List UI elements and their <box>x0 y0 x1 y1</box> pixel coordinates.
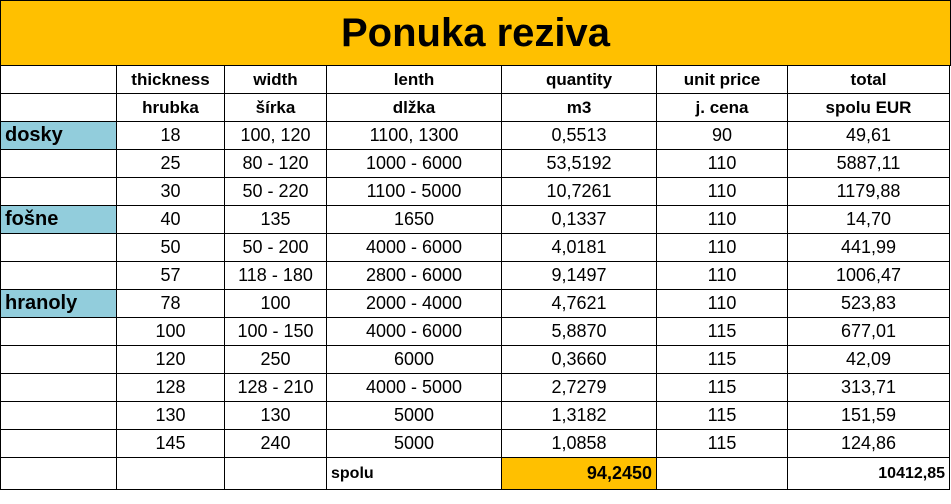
cell-quantity: 9,1497 <box>502 262 657 290</box>
cell-length: 1650 <box>327 206 502 234</box>
cell-quantity: 1,3182 <box>502 402 657 430</box>
cell-quantity: 5,8870 <box>502 318 657 346</box>
cell-quantity: 0,3660 <box>502 346 657 374</box>
cell-total: 1006,47 <box>788 262 950 290</box>
cell-total: 677,01 <box>788 318 950 346</box>
cell-width: 250 <box>225 346 327 374</box>
table-row <box>1 262 950 290</box>
table-row <box>1 430 950 458</box>
cell-quantity: 4,0181 <box>502 234 657 262</box>
cell-total: 42,09 <box>788 346 950 374</box>
cell-length: 6000 <box>327 346 502 374</box>
table-row <box>1 374 950 402</box>
cell-unit-price: 110 <box>657 206 788 234</box>
table-row <box>1 122 950 150</box>
table-row <box>1 318 950 346</box>
category-cell: fošne <box>1 206 117 234</box>
cell-thickness: 50 <box>117 234 225 262</box>
cell-length: 4000 - 6000 <box>327 318 502 346</box>
category-cell <box>1 402 117 430</box>
cell-unit-price: 115 <box>657 318 788 346</box>
cell-thickness: 18 <box>117 122 225 150</box>
cell-length: 2800 - 6000 <box>327 262 502 290</box>
summary-quantity-total: 94,2450 <box>502 458 657 490</box>
header-row-slovak <box>1 94 950 122</box>
cell-quantity: 53,5192 <box>502 150 657 178</box>
category-cell: hranoly <box>1 290 117 318</box>
cell-width: 80 - 120 <box>225 150 327 178</box>
cell-unit-price: 110 <box>657 234 788 262</box>
cell-unit-price: 110 <box>657 150 788 178</box>
header-cell-sirka: šírka <box>225 94 327 122</box>
cell-total: 441,99 <box>788 234 950 262</box>
summary-grand-total: 10412,85 <box>788 458 950 490</box>
table-row <box>1 178 950 206</box>
cell-total: 124,86 <box>788 430 950 458</box>
table-row <box>1 150 950 178</box>
cell-quantity: 0,1337 <box>502 206 657 234</box>
summary-label: spolu <box>327 458 502 490</box>
cell-length: 4000 - 6000 <box>327 234 502 262</box>
cell-total: 313,71 <box>788 374 950 402</box>
header-cell-unit-price: unit price <box>657 66 788 94</box>
cell-thickness: 25 <box>117 150 225 178</box>
sheet-title: Ponuka reziva <box>0 0 951 66</box>
header-cell-hrubka: hrubka <box>117 94 225 122</box>
table-row <box>1 206 950 234</box>
cell-length: 5000 <box>327 402 502 430</box>
cell-total: 5887,11 <box>788 150 950 178</box>
header-cell-length: lenth <box>327 66 502 94</box>
cell-total: 151,59 <box>788 402 950 430</box>
cell-quantity: 2,7279 <box>502 374 657 402</box>
cell-total: 14,70 <box>788 206 950 234</box>
header-cell <box>1 94 117 122</box>
header-cell-width: width <box>225 66 327 94</box>
cell-unit-price: 115 <box>657 402 788 430</box>
category-cell <box>1 374 117 402</box>
category-cell <box>1 178 117 206</box>
cell-unit-price: 90 <box>657 122 788 150</box>
cell-thickness: 40 <box>117 206 225 234</box>
category-cell <box>1 346 117 374</box>
cell-width: 100 - 150 <box>225 318 327 346</box>
cell-unit-price: 110 <box>657 178 788 206</box>
cell-width: 130 <box>225 402 327 430</box>
cell-width: 100, 120 <box>225 122 327 150</box>
category-cell <box>1 234 117 262</box>
cell-thickness: 120 <box>117 346 225 374</box>
table-row <box>1 402 950 430</box>
category-cell <box>1 262 117 290</box>
cell-width: 50 - 220 <box>225 178 327 206</box>
header-cell-j-cena: j. cena <box>657 94 788 122</box>
empty-cell <box>225 458 327 490</box>
cell-quantity: 1,0858 <box>502 430 657 458</box>
cell-quantity: 0,5513 <box>502 122 657 150</box>
empty-cell <box>1 458 117 490</box>
header-cell-thickness: thickness <box>117 66 225 94</box>
header-cell <box>1 66 117 94</box>
cell-unit-price: 110 <box>657 262 788 290</box>
cell-width: 100 <box>225 290 327 318</box>
summary-row <box>1 458 950 490</box>
cell-length: 5000 <box>327 430 502 458</box>
price-table <box>0 65 950 490</box>
empty-cell <box>117 458 225 490</box>
category-cell <box>1 318 117 346</box>
cell-thickness: 30 <box>117 178 225 206</box>
cell-length: 1000 - 6000 <box>327 150 502 178</box>
cell-quantity: 4,7621 <box>502 290 657 318</box>
header-row-english <box>1 66 950 94</box>
cell-total: 1179,88 <box>788 178 950 206</box>
cell-length: 1100, 1300 <box>327 122 502 150</box>
cell-width: 240 <box>225 430 327 458</box>
header-cell-quantity: quantity <box>502 66 657 94</box>
cell-thickness: 130 <box>117 402 225 430</box>
cell-width: 128 - 210 <box>225 374 327 402</box>
table-row <box>1 346 950 374</box>
cell-width: 50 - 200 <box>225 234 327 262</box>
cell-unit-price: 110 <box>657 290 788 318</box>
category-cell <box>1 430 117 458</box>
cell-width: 118 - 180 <box>225 262 327 290</box>
cell-thickness: 78 <box>117 290 225 318</box>
empty-cell <box>657 458 788 490</box>
cell-unit-price: 115 <box>657 430 788 458</box>
cell-length: 4000 - 5000 <box>327 374 502 402</box>
cell-thickness: 100 <box>117 318 225 346</box>
cell-unit-price: 115 <box>657 346 788 374</box>
cell-thickness: 128 <box>117 374 225 402</box>
header-cell-spolu-eur: spolu EUR <box>788 94 950 122</box>
cell-unit-price: 115 <box>657 374 788 402</box>
cell-total: 523,83 <box>788 290 950 318</box>
category-cell <box>1 150 117 178</box>
table-row <box>1 290 950 318</box>
cell-total: 49,61 <box>788 122 950 150</box>
category-cell: dosky <box>1 122 117 150</box>
cell-width: 135 <box>225 206 327 234</box>
cell-length: 2000 - 4000 <box>327 290 502 318</box>
header-cell-dlzka: dlžka <box>327 94 502 122</box>
header-cell-total: total <box>788 66 950 94</box>
cell-quantity: 10,7261 <box>502 178 657 206</box>
cell-thickness: 57 <box>117 262 225 290</box>
header-cell-m3: m3 <box>502 94 657 122</box>
table-row <box>1 234 950 262</box>
cell-length: 1100 - 5000 <box>327 178 502 206</box>
cell-thickness: 145 <box>117 430 225 458</box>
